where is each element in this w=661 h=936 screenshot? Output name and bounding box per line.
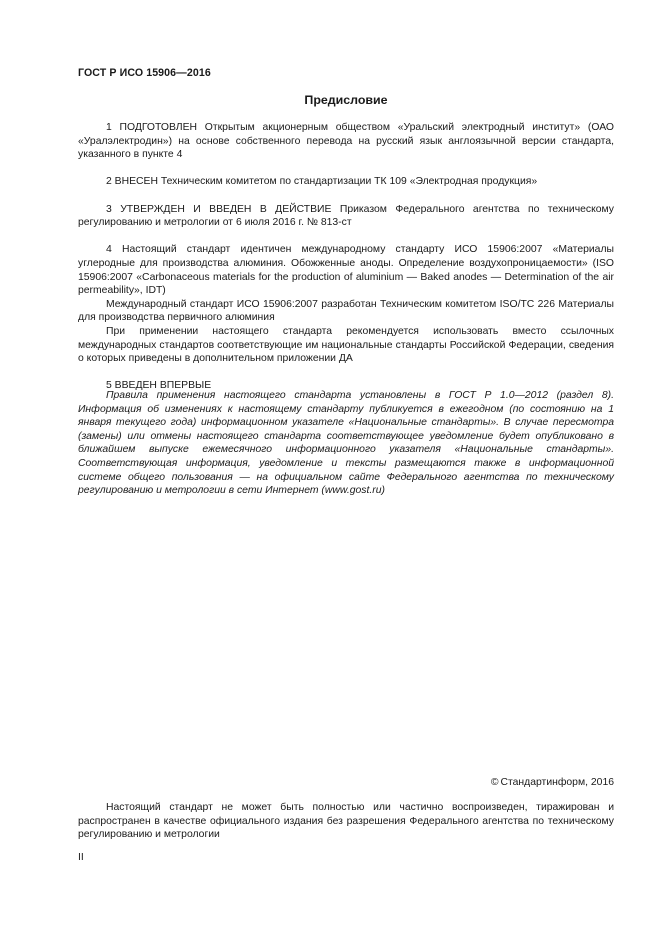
paragraph-developed-by: Международный стандарт ИСО 15906:2007 разработан Техническим комитетом ISO/TC 226 Материалы для производства первичного алюминия (78, 298, 614, 324)
paragraph-application-recommendation: При применении настоящего стандарта рекомендуется использовать вместо ссылочных международных стандартов соответствующие им национальные стандарты Российской Федерации, сведения о которых приведены в дополнительном приложении ДА (78, 325, 614, 365)
foreword-body (78, 121, 614, 393)
application-rules-note: Правила применения настоящего стандарта установлены в ГОСТ Р 1.0—2012 (раздел 8). Информация об изменениях к настоящему стандарту публикуется в ежегодном (по состоянию на 1 января текущего года) информационном указателе «Национальные стандарты». В случае пересмотра (замены) или отмены настоящего стандарта соответствующее уведомление будет опубликовано в ближайшем выпуске ежемесячного информационного указателя «Национальные стандарты». Соответствующая информация, уведомление и тексты размещаются также в информационной системе общего пользования — на официальном сайте Федерального агентства по техническому регулированию и метрологии в сети Интернет (www.gost.ru) (78, 390, 614, 497)
spacer (78, 230, 614, 244)
section-title: Предисловие (304, 93, 388, 107)
paragraph-identical-standard: 4 Настоящий стандарт идентичен международному стандарту ИСО 15906:2007 «Материалы углеродные для производства алюминия. Обожженные аноды. Определение воздухопроницаемости» (ISO 15906:2007 «Carbonaceous materials for the production of aluminium — Baked anodes — Determination of the air permeability», IDT) (78, 244, 614, 297)
standard-code-header: ГОСТ Р ИСО 15906—2016 (78, 67, 211, 79)
page-number: II (78, 852, 84, 863)
paragraph-introduced-by: 2 ВНЕСЕН Техническим комитетом по стандартизации ТК 109 «Электродная продукция» (106, 176, 538, 188)
copyright-line (491, 776, 614, 790)
reproduction-notice: Настоящий стандарт не может быть полностью или частично воспроизведен, тиражирован и распространен в качестве официального издания без разрешения Федерального агентства по техническому регулированию и метрологии (78, 802, 614, 841)
copyright-icon: © (490, 777, 499, 788)
paragraph-first-introduced: 5 ВВЕДЕН ВПЕРВЫЕ (106, 380, 212, 392)
spacer (78, 162, 614, 176)
spacer (78, 189, 614, 203)
paragraph-prepared-by: 1 ПОДГОТОВЛЕН Открытым акционерным обществом «Уральский электродный институт» (ОАО «Уралэлектродин») на основе собственного перевода на русский язык англоязычной версии стандарта, указанного в пункте 4 (78, 122, 614, 161)
spacer (78, 366, 614, 380)
paragraph-approved: 3 УТВЕРЖДЕН И ВВЕДЕН В ДЕЙСТВИЕ Приказом Федерального агентства по техническому регулированию и метрологии от 6 июля 2016 г. № 813-ст (78, 203, 614, 229)
copyright-text: Стандартинформ, 2016 (500, 777, 614, 788)
